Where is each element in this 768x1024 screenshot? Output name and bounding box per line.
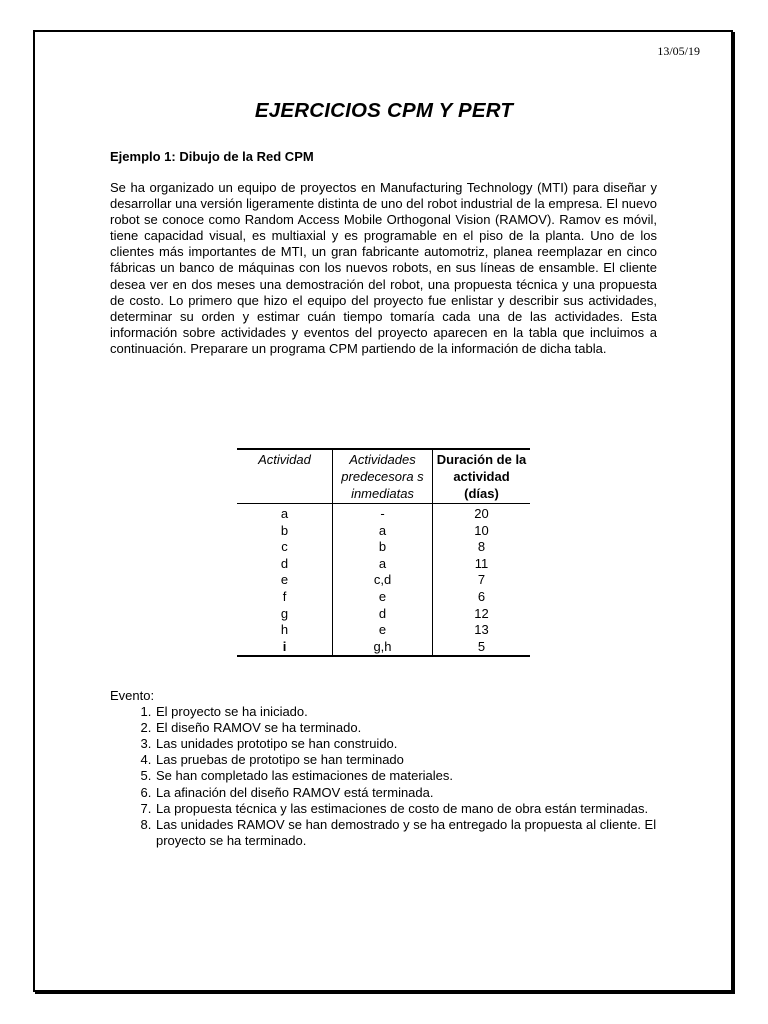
cell-duration: 5: [477, 638, 486, 654]
table-body: [237, 504, 530, 657]
table-row: [237, 606, 530, 623]
header-predecessors: Actividades predecesora s inmediatas: [333, 449, 433, 504]
cell-predecessors: a: [333, 556, 433, 573]
cell-activity: e: [237, 572, 333, 589]
cell-activity: g: [237, 606, 333, 623]
intro-paragraph: Se ha organizado un equipo de proyectos en Manufacturing Technology (MTI) para diseñar y desarrollar una versión ligeramente distinta de uno del robot industrial de la empresa. El nuevo robot se conoce como Random Access Mobile Orthogonal Vision (RAMOV). Ramov es móvil, tiene capacidad visual, es multiaxial y es programable en el piso de la planta. Uno de los clientes más importantes de MTI, un gran fabricante automotriz, planea reemplazar en cinco fábricas un banco de máquinas con los nuevos robots, en sus líneas de ensamble. El cliente desea ver en dos meses una demostración del robot, una propuesta técnica y una propuesta de costo. Lo primero que hizo el equipo del proyecto fue enlistar y describir sus actividades, determinar su orden y estimar cuán tiempo tomaría cada una de las actividades. Esta información sobre actividades y eventos del proyecto aparecen en la tabla que incluimos a continuación. Preparare un programa CPM partiendo de la información de dicha tabla.: [110, 180, 657, 356]
event-item: 1. El proyecto se ha iniciado.: [155, 704, 670, 720]
cell-duration: 12: [474, 605, 489, 621]
cell-predecessors: d: [333, 606, 433, 623]
event-item: 4. Las pruebas de prototipo se han terminado: [155, 752, 670, 768]
table-row: [237, 622, 530, 639]
cell-predecessors: e: [333, 622, 433, 639]
event-item: 3. Las unidades prototipo se han construido.: [155, 736, 670, 752]
events-section: [110, 688, 670, 849]
table-row: [237, 539, 530, 556]
section-subtitle: Ejemplo 1: Dibujo de la Red CPM: [110, 149, 314, 164]
event-item: 8. Las unidades RAMOV se han demostrado y se ha entregado la propuesta al cliente. El proyecto se ha terminado.: [155, 817, 670, 849]
cell-predecessors: c,d: [333, 572, 433, 589]
cell-duration: 11: [474, 555, 489, 571]
event-item: 5. Se han completado las estimaciones de materiales.: [155, 768, 670, 784]
events-list: [110, 704, 670, 849]
header-activity: Actividad: [237, 449, 333, 504]
table-row: [237, 572, 530, 589]
cell-duration: 7: [477, 572, 486, 588]
activities-table: [237, 448, 530, 657]
cell-activity: a: [237, 504, 333, 523]
cell-duration: 8: [477, 539, 486, 555]
cell-duration: 20: [474, 506, 489, 521]
table-header-row: [237, 449, 530, 504]
cell-activity: d: [237, 556, 333, 573]
document-title: EJERCICIOS CPM Y PERT: [254, 99, 514, 122]
cell-duration: 10: [474, 522, 489, 538]
event-item: 7. La propuesta técnica y las estimaciones de costo de mano de obra están terminadas.: [155, 801, 670, 817]
cell-activity: b: [237, 523, 333, 540]
event-item: 2. El diseño RAMOV se ha terminado.: [155, 720, 670, 736]
cell-activity: c: [237, 539, 333, 556]
cell-predecessors: a: [333, 523, 433, 540]
cell-predecessors: -: [333, 504, 433, 523]
table-row: [237, 556, 530, 573]
cell-duration: 13: [474, 622, 489, 638]
cell-predecessors: b: [333, 539, 433, 556]
event-item: 6. La afinación del diseño RAMOV está terminada.: [155, 785, 670, 801]
cell-predecessors: g,h: [333, 639, 433, 657]
cell-predecessors: e: [333, 589, 433, 606]
events-label: Evento:: [110, 688, 155, 703]
table-row: [237, 589, 530, 606]
header-duration: Duración de la actividad (días): [433, 449, 531, 504]
cell-duration: 6: [477, 588, 486, 604]
document-date: 13/05/19: [657, 44, 700, 58]
cell-activity: h: [237, 622, 333, 639]
table-row: [237, 523, 530, 540]
table-row: [237, 504, 530, 523]
table-row: [237, 639, 530, 657]
cell-activity: f: [237, 589, 333, 606]
cell-activity: i: [237, 639, 333, 657]
